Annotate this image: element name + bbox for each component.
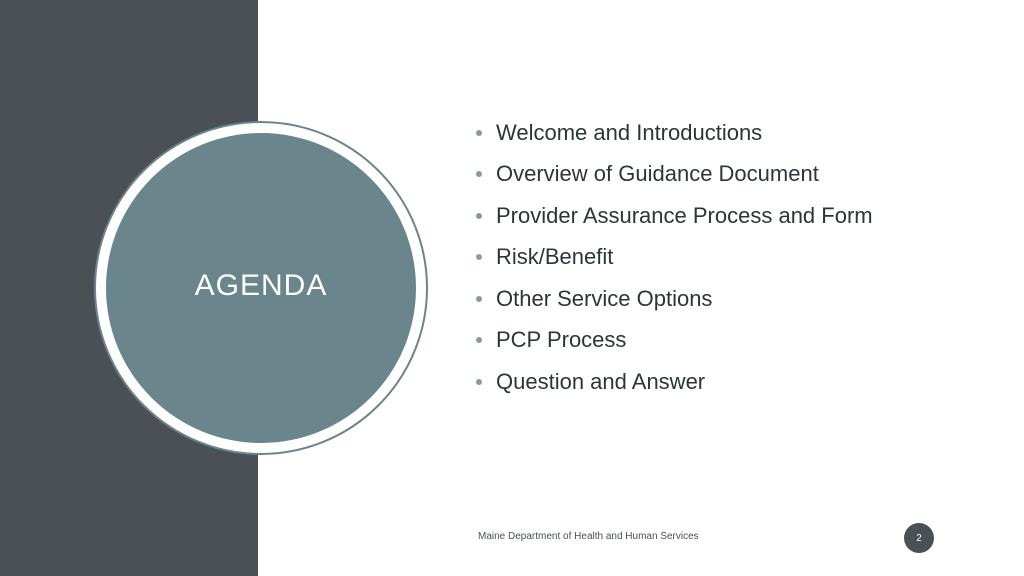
bullet-icon — [476, 337, 482, 343]
list-item — [476, 237, 873, 279]
agenda-item-label: Overview of Guidance Document — [496, 161, 819, 187]
agenda-item-label: Other Service Options — [496, 285, 713, 311]
bullet-icon — [476, 171, 482, 177]
list-item — [476, 361, 873, 403]
footer-text: Maine Department of Health and Human Services — [478, 531, 699, 542]
title-circle — [106, 133, 416, 443]
bullet-icon — [476, 130, 482, 136]
agenda-item-label: PCP Process — [496, 327, 627, 353]
page-number-badge: 2 — [904, 523, 934, 553]
agenda-list — [476, 112, 873, 403]
list-item — [476, 112, 873, 154]
agenda-item-label: Provider Assurance Process and Form — [496, 202, 873, 228]
bullet-icon — [476, 296, 482, 302]
bullet-icon — [476, 213, 482, 219]
list-item — [476, 320, 873, 362]
bullet-icon — [476, 379, 482, 385]
slide-title: AGENDA — [194, 269, 328, 302]
agenda-item-label: Question and Answer — [496, 368, 706, 394]
agenda-item-label: Risk/Benefit — [496, 244, 614, 270]
list-item — [476, 154, 873, 196]
list-item — [476, 278, 873, 320]
list-item — [476, 195, 873, 237]
bullet-icon — [476, 254, 482, 260]
agenda-item-label: Welcome and Introductions — [496, 119, 763, 145]
